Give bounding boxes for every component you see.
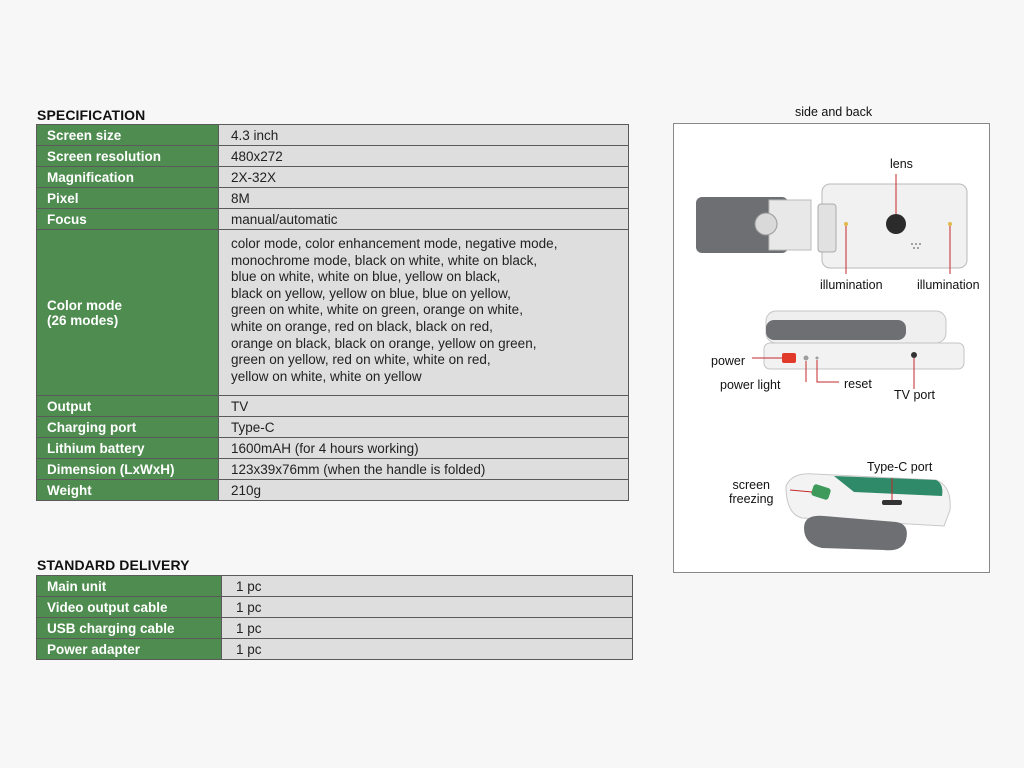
delivery-label: Main unit (37, 576, 222, 597)
spec-value-line: color mode, color enhancement mode, negative mode, (231, 236, 558, 251)
specification-title: SPECIFICATION (37, 107, 146, 123)
delivery-value: 1 pc (222, 576, 633, 597)
illumination-right-callout: illumination (917, 278, 980, 292)
spec-value-line: green on yellow, red on white, white on red, (231, 352, 491, 368)
spec-value-line: blue on white, white on blue, yellow on black, (231, 269, 501, 285)
power-button-icon (782, 353, 796, 363)
spec-value: 1600mAH (for 4 hours working) (219, 438, 629, 459)
spec-value-line: orange on black, black on orange, yellow on green, (231, 335, 537, 351)
lens-icon (886, 214, 906, 234)
spec-value-line: green on white, white on green, orange on white, (231, 302, 523, 318)
spec-label-color-mode (37, 230, 219, 396)
reset-callout: reset (844, 377, 872, 391)
tv-port-callout: TV port (894, 388, 935, 402)
spec-label-line: Color mode (47, 297, 123, 313)
delivery-title: STANDARD DELIVERY (37, 557, 190, 573)
power-light-callout: power light (720, 378, 781, 392)
illumination-right-icon (948, 222, 952, 226)
spec-value: 210g (219, 480, 629, 501)
type-c-port-icon (882, 500, 902, 505)
delivery-label: Video output cable (37, 597, 222, 618)
spec-label: Magnification (37, 167, 219, 188)
spec-label: Weight (37, 480, 219, 501)
table-row (37, 618, 633, 639)
screen-freezing-line-2: freezing (729, 492, 774, 506)
spec-value-line: monochrome mode, black on white, white on black, (231, 252, 538, 268)
table-row (37, 209, 629, 230)
spec-value: 480x272 (219, 146, 629, 167)
delivery-label: USB charging cable (37, 618, 222, 639)
table-row (37, 576, 633, 597)
table-row (37, 639, 633, 660)
table-row (37, 597, 633, 618)
spec-value-line: yellow on white, white on yellow (231, 368, 422, 384)
delivery-value: 1 pc (222, 618, 633, 639)
spec-label: Screen resolution (37, 146, 219, 167)
device-bottom-view (786, 474, 950, 551)
product-illustration (674, 124, 989, 572)
illumination-left-icon (844, 222, 848, 226)
handle-button (755, 213, 777, 235)
spec-value-color-modes (219, 230, 629, 396)
delivery-label: Power adapter (37, 639, 222, 660)
lens-callout: lens (890, 157, 913, 171)
spec-value-line: white on orange, red on black, black on red, (231, 318, 493, 334)
spec-label: Pixel (37, 188, 219, 209)
illumination-left-callout: illumination (820, 278, 883, 292)
spec-label: Charging port (37, 417, 219, 438)
spec-value: manual/automatic (219, 209, 629, 230)
delivery-value: 1 pc (222, 597, 633, 618)
spec-label: Screen size (37, 125, 219, 146)
spec-label: Focus (37, 209, 219, 230)
spec-label-line: (26 modes) (47, 312, 119, 328)
table-row (37, 125, 629, 146)
product-photo-panel (673, 123, 990, 573)
side-handle (766, 320, 906, 340)
delivery-table (36, 575, 633, 660)
specification-table (36, 124, 629, 501)
spec-label: Output (37, 396, 219, 417)
screen-freezing-line-1: screen (732, 478, 770, 492)
table-row (37, 167, 629, 188)
type-c-port-callout: Type-C port (867, 460, 933, 474)
table-row (37, 417, 629, 438)
spec-label: Dimension (LxWxH) (37, 459, 219, 480)
power-callout: power (711, 354, 746, 368)
spec-value: 8M (219, 188, 629, 209)
spec-value: TV (219, 396, 629, 417)
table-row (37, 230, 629, 396)
power-light-icon (804, 356, 809, 361)
spec-value: Type-C (219, 417, 629, 438)
device-back-view (696, 174, 967, 274)
table-row (37, 459, 629, 480)
table-row (37, 396, 629, 417)
spec-value: 123x39x76mm (when the handle is folded) (219, 459, 629, 480)
spec-value-line: black on yellow, yellow on blue, blue on yellow, (231, 285, 511, 301)
delivery-value: 1 pc (222, 639, 633, 660)
spec-value: 2X-32X (219, 167, 629, 188)
spec-label: Lithium battery (37, 438, 219, 459)
reset-hole-icon (816, 357, 819, 360)
screen-freezing-callout (729, 478, 773, 506)
table-row (37, 146, 629, 167)
photo-caption: side and back (795, 105, 873, 119)
table-row (37, 480, 629, 501)
table-row (37, 438, 629, 459)
tv-port-icon (911, 352, 917, 358)
hinge (818, 204, 836, 252)
spec-value: 4.3 inch (219, 125, 629, 146)
table-row (37, 188, 629, 209)
